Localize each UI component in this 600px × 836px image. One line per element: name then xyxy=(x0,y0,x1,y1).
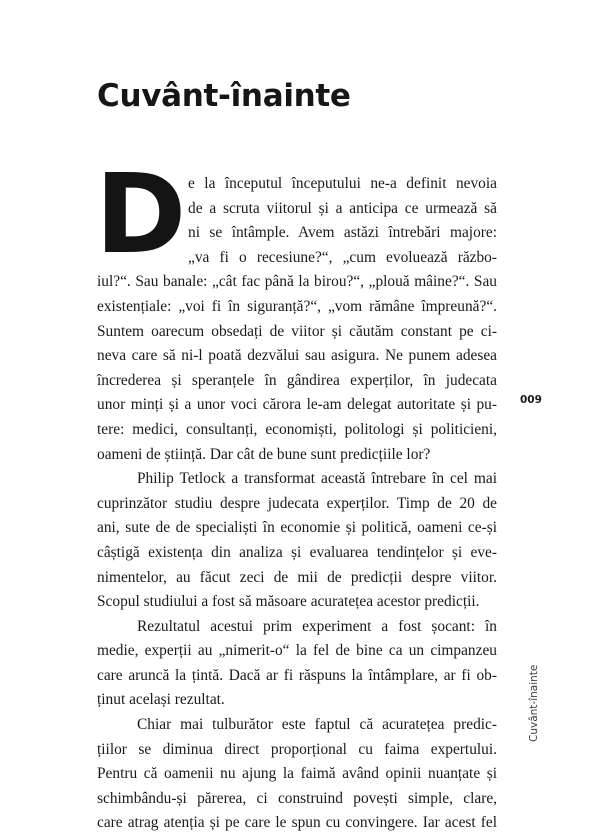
text-line: de a scruta viitorul și a anticipa ce urmează să xyxy=(188,199,497,217)
text-line: unor minți și a unor voci cărora le-am delegat autoritate și pu- xyxy=(97,396,497,414)
text-line: cuprinzător studiu despre judecata experților. Timp de 20 de xyxy=(97,494,497,512)
text-line: neva care să ni-l poată dezvălui sau asigura. Ne punem adesea xyxy=(97,347,497,365)
text-line: Scopul studiului a fost să măsoare acuratețea acestor predicții. xyxy=(97,593,480,611)
text-line: oameni de știință. Dar cât de bune sunt predicțiile lor? xyxy=(97,445,431,463)
running-head: Cuvânt-înainte xyxy=(528,664,540,742)
text-line: ținut același rezultat. xyxy=(97,691,225,709)
text-line: „va fi o recesiune?“, „cum evoluează războ- xyxy=(188,248,497,266)
text-line: e la începutul începutului ne-a definit nevoia xyxy=(188,175,497,192)
page-number: 009 xyxy=(520,394,542,406)
text-line: care atrag atenția și pe care le spun cu convingere. Iar acest fel xyxy=(97,814,497,832)
body-text xyxy=(97,172,497,836)
text-line: care aruncă la țintă. Dacă ar fi răspuns la întâmplare, ar fi ob- xyxy=(97,666,497,684)
text-line: existențiale: „voi fi în siguranță?“, „vom rămâne împreună?“. xyxy=(97,297,497,315)
text-line: Philip Tetlock a transformat această întrebare în cel mai xyxy=(137,470,497,488)
text-line: Rezultatul acestui prim experiment a fost șocant: în xyxy=(137,617,497,635)
text-line: încrederea și speranțele în gândirea experților, în judecata xyxy=(97,371,497,389)
drop-cap: D xyxy=(95,150,187,278)
text-line: tere: medici, consultanți, economiști, politologi și politicieni, xyxy=(97,420,497,438)
text-line: Pentru că oamenii nu ajung la faimă având opinii nuanțate și xyxy=(97,765,497,783)
text-line: ni se întâmple. Avem astăzi întrebări majore: xyxy=(188,224,497,242)
page-title: Cuvânt-înainte xyxy=(97,78,351,114)
text-line: iul?“. Sau banale: „cât fac până la birou?“, „plouă mâine?“. Sau xyxy=(97,273,497,291)
text-line: nimentelor, au făcut zeci de mii de predicții despre viitor. xyxy=(97,568,497,586)
text-line: medie, experții au „nimerit-o“ la fel de bine ca un cimpanzeu xyxy=(97,642,497,660)
text-line: Chiar mai tulburător este faptul că acuratețea predic- xyxy=(137,716,497,734)
text-line: câștigă existența din analiza și evaluarea tendințelor și eve- xyxy=(97,543,497,561)
text-line: Suntem oarecum obsedați de viitor și căutăm constant pe ci- xyxy=(97,322,497,340)
text-line: ani, sute de de specialiști în economie și politică, oameni ce-și xyxy=(97,519,497,537)
text-line: țiilor se diminua direct proporțional cu faima expertului. xyxy=(97,740,497,758)
text-line: schimbându-și părerea, ci construind povești simple, clare, xyxy=(97,789,497,807)
